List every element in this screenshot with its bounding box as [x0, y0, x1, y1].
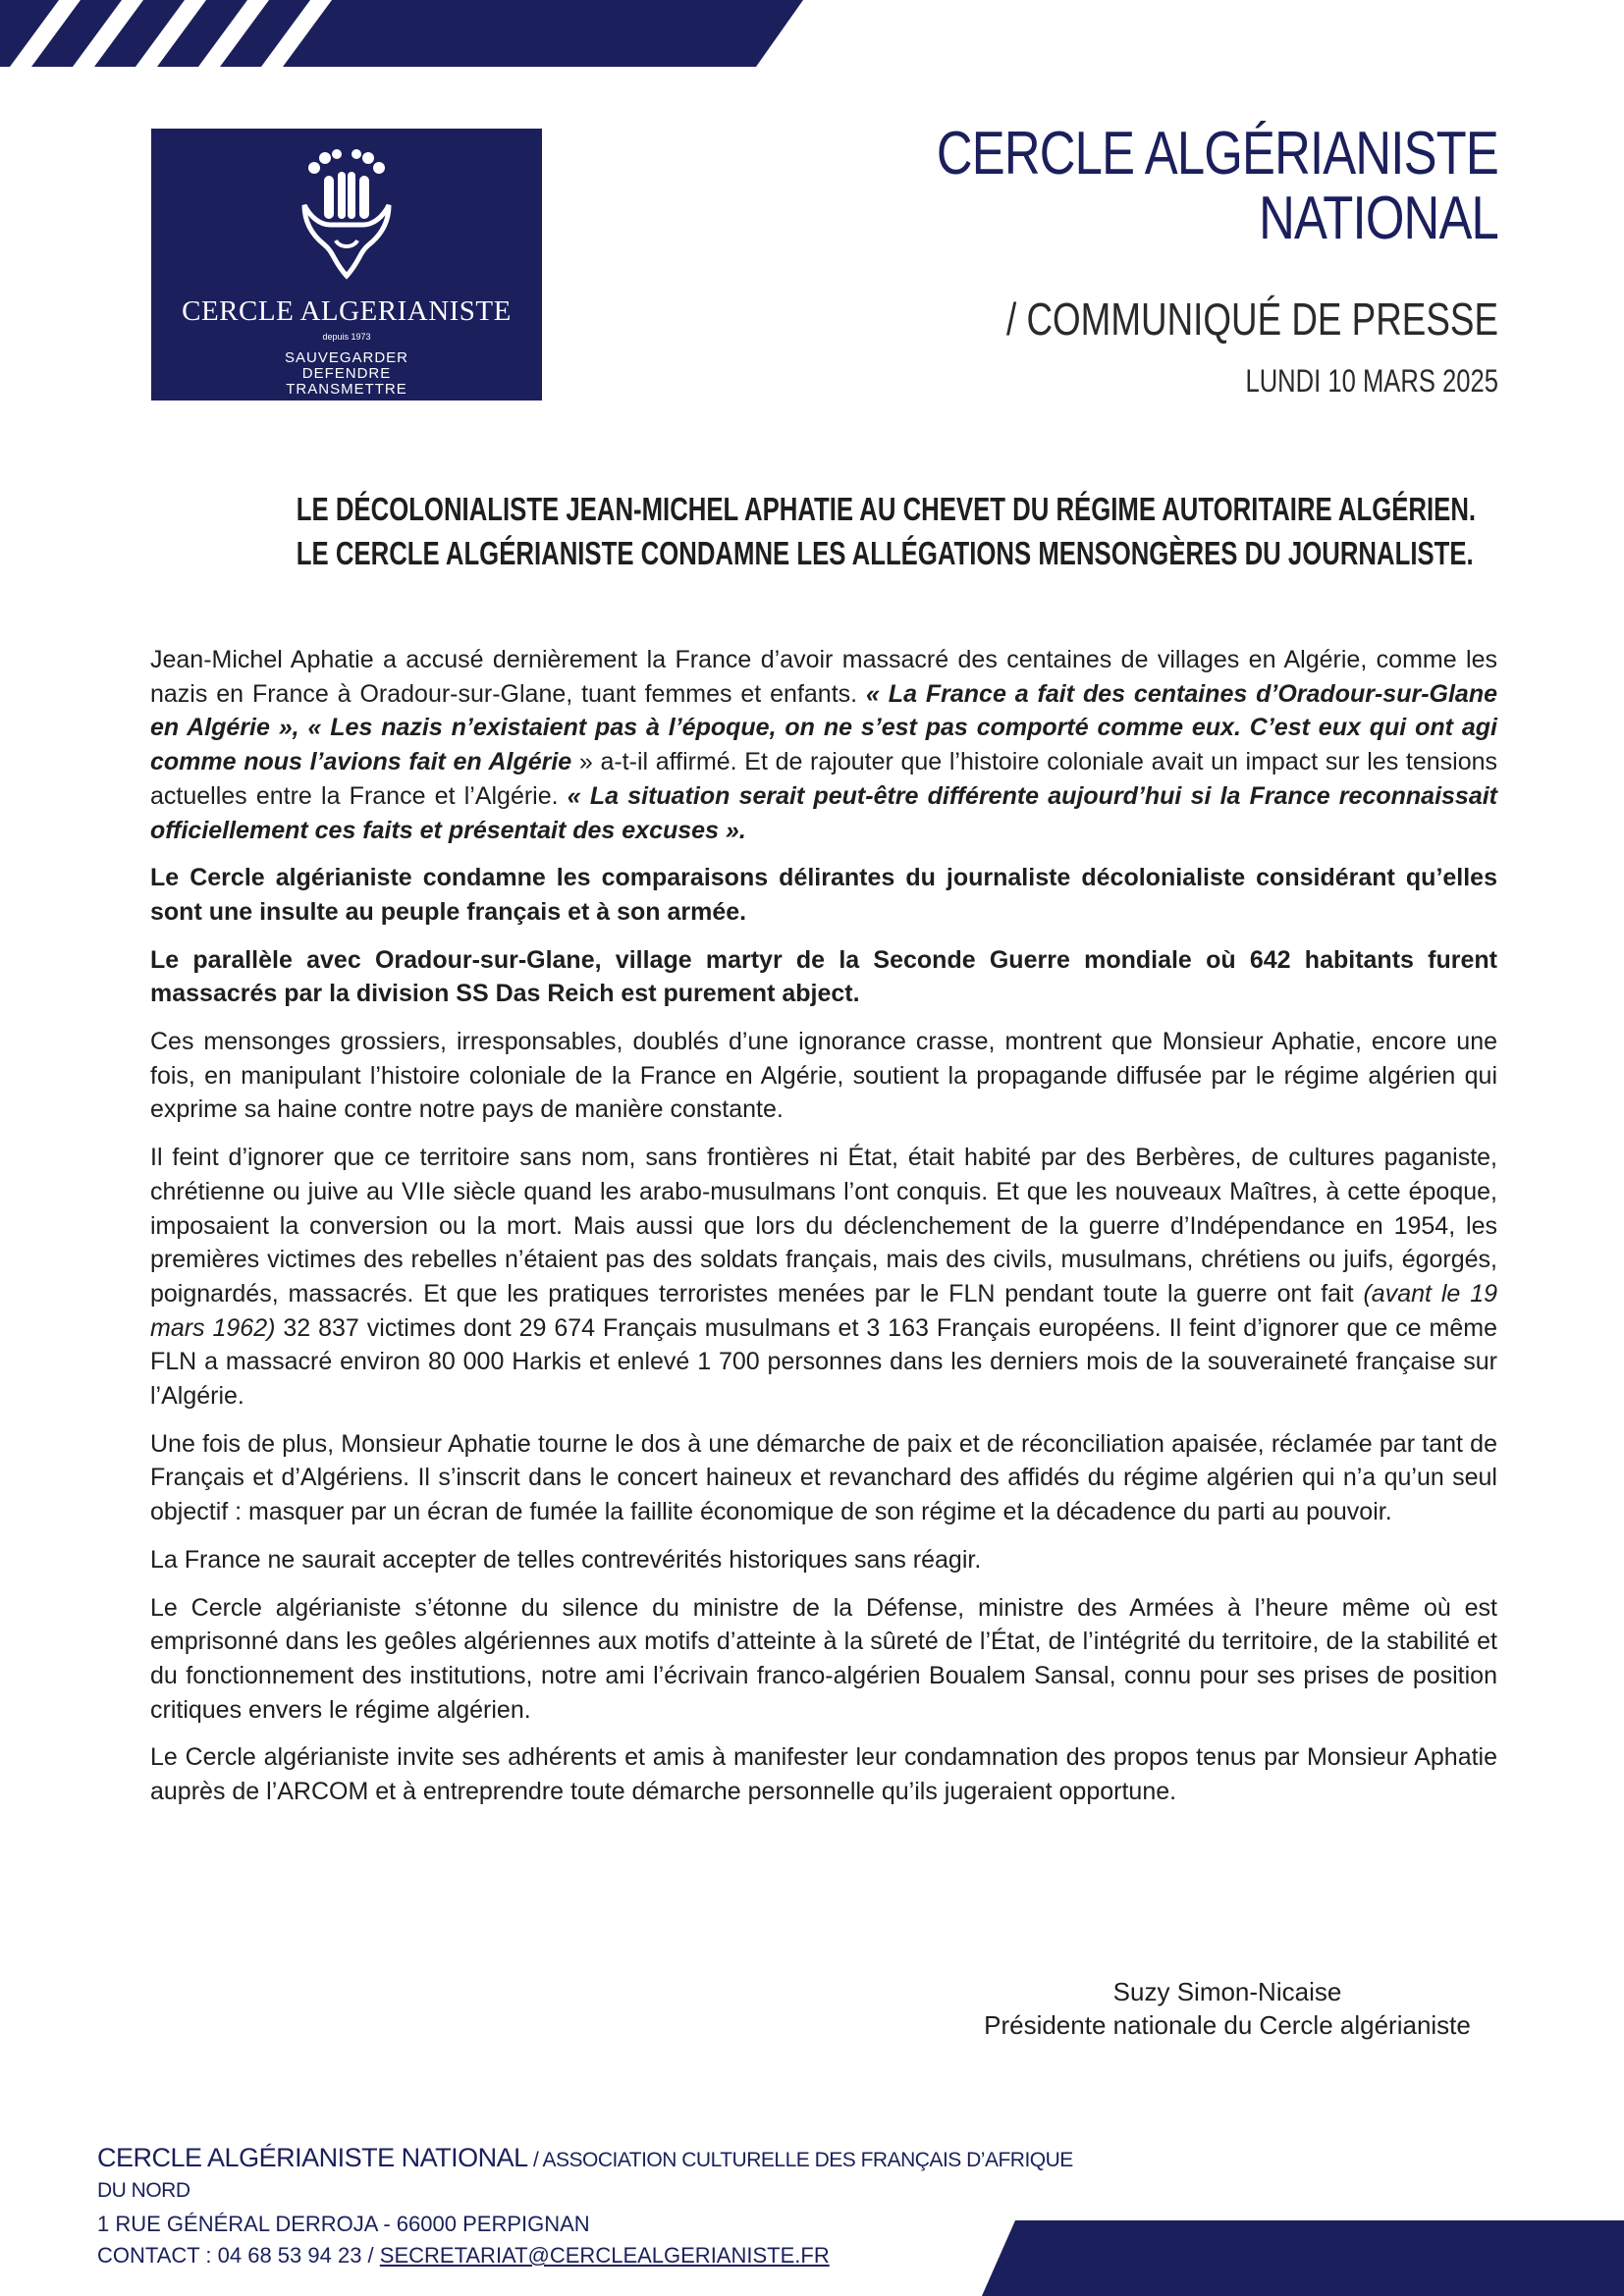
- paragraph-2: Le Cercle algérianiste condamne les comparaisons délirantes du journaliste décolonialiste considérant qu’elles sont une insulte au peuple français et à son armée.: [150, 864, 1497, 926]
- paragraph-1-quote-2: « La situation serait peut-être différente aujourd’hui si la France reconnaissait officiellement ces faits et présentait des excuses ».: [150, 781, 1497, 844]
- footer-organization: [97, 2143, 1079, 2204]
- footer-address: 1 RUE GÉNÉRAL DERROJA - 66000 PERPIGNAN: [97, 2212, 590, 2236]
- paragraph-1-text-a: Jean-Michel Aphatie a accusé dernièrement la France d’avoir massacré des centaines de villages en Algérie, comme les nazis en France à Oradour-sur-Glane, tuant femmes et enfants.: [150, 646, 1497, 708]
- paragraph-5-text-c: 32 837 victimes dont 29 674 Français musulmans et 3 163 Français européens. Il feint d’ignorer que ce même FLN a massacré environ 80 000 Harkis et enlevé 1 700 personnes dans les derniers mois de la souveraineté française sur l’Algérie.: [150, 1313, 1497, 1411]
- organization-logo: [151, 129, 542, 400]
- signature-block: [962, 1975, 1492, 2042]
- bottom-stripe-decoration: [982, 2220, 1624, 2296]
- footer-contact-phone: CONTACT : 04 68 53 94 23 /: [97, 2243, 380, 2268]
- organization-title-line1: CERCLE ALGÉRIANISTE: [936, 120, 1498, 187]
- paragraph-8: Le Cercle algérianiste s’étonne du silence du ministre de la Défense, ministre des Armées à l’heure même où est emprisonné dans les geôles algériennes aux motifs d’atteinte à la sûreté de l’État, de l’intégrité du territoire, de la stabilité et du fonctionnement des institutions, notre ami l’écrivain franco-algérien Boualem Sansal, connu pour ses prises de position critiques envers le régime algérien.: [150, 1593, 1497, 1724]
- paragraph-1-quote-1: « La France a fait des centaines d’Oradour-sur-Glane en Algérie », « Les nazis n’existaient pas à l’époque, on ne s’est pas comporté comme eux. C’est eux qui ont agi comme nous l’avions fait en Algérie: [150, 679, 1498, 776]
- paragraph-5-text-a: Il feint d’ignorer que ce territoire sans nom, sans frontières ni État, était habité par des Berbères, de cultures paganiste, chrétienne ou juive au VIIe siècle quand les arabo-musulmans l’ont conquis. Et que les nouveaux Maîtres, à cette époque, imposaient la conversion ou la mort. Mais aussi que lors du déclenchement de la guerre d’Indépendance en 1954, les premières victimes des rebelles n’étaient pas des soldats français, mais des civils, musulmans, chrétiens ou juifs, égorgés, poignardés, massacrés. Et que les pratiques terroristes menées par le FLN pendant toute la guerre ont fait: [150, 1144, 1497, 1308]
- paragraph-4: Ces mensonges grossiers, irresponsables, doublés d’une ignorance crasse, montrent que Monsieur Aphatie, encore une fois, en manipulant l’histoire coloniale de la France en Algérie, soutient la propagande diffusée par le régime algérien qui exprime sa haine contre notre pays de manière constante.: [150, 1028, 1497, 1124]
- footer: [97, 2143, 1079, 2269]
- organization-title: [935, 122, 1498, 251]
- paragraph-7: La France ne saurait accepter de telles contrevérités historiques sans réagir.: [150, 1545, 982, 1574]
- top-stripe-decoration: [0, 0, 815, 67]
- footer-org-name: CERCLE ALGÉRIANISTE NATIONAL: [97, 2143, 528, 2172]
- footer-email-link[interactable]: SECRETARIAT@CERCLEALGERIANISTE.FR: [379, 2243, 830, 2268]
- footer-org-description: / ASSOCIATION CULTURELLE DES FRANÇAIS D’AFRIQUE DU NORD: [97, 2149, 1073, 2202]
- logo-motto: [259, 350, 434, 398]
- paragraph-6: Une fois de plus, Monsieur Aphatie tourne le dos à une démarche de paix et de réconciliation apaisée, réclamée par tant de Français et d’Algériens. Il s’inscrit dans le concert haineux et revanchard des affidés du régime algérien qui n’a qu’un seul objectif : masquer par un écran de fumée la faillite économique de son régime et la décadence du parti au pouvoir.: [150, 1429, 1497, 1526]
- document-type: / COMMUNIQUÉ DE PRESSE: [1006, 294, 1498, 345]
- press-release-body: [150, 643, 1497, 1823]
- headline-line1: LE DÉCOLONIALISTE JEAN-MICHEL APHATIE AU CHEVET DU RÉGIME AUTORITAIRE ALGÉRIEN.: [296, 491, 1477, 527]
- paragraph-1: [150, 643, 1497, 847]
- logo-motto-line2: TRANSMETTRE: [286, 381, 407, 398]
- paragraph-3: Le parallèle avec Oradour-sur-Glane, village martyr de la Seconde Guerre mondiale où 642 habitants furent massacrés par la division SS Das Reich est purement abject.: [150, 945, 1497, 1008]
- logo-motto-line1: SAUVEGARDER DEFENDRE: [284, 349, 409, 382]
- footer-contact: [97, 2243, 1079, 2269]
- organization-title-line2: NATIONAL: [1259, 185, 1498, 252]
- signature-title: Présidente nationale du Cercle algérianiste: [984, 2010, 1471, 2040]
- paragraph-1-text-c: » a-t-il affirmé. Et de rajouter que l’histoire coloniale avait un impact sur les tensions actuelles entre la France et l’Algérie.: [150, 748, 1497, 810]
- paragraph-5: [150, 1141, 1497, 1414]
- press-release-headline: [147, 487, 1502, 575]
- logo-name: CERCLE ALGERIANISTE: [182, 295, 512, 327]
- headline-line2: LE CERCLE ALGÉRIANISTE CONDAMNE LES ALLÉGATIONS MENSONGÈRES DU JOURNALISTE.: [296, 535, 1474, 571]
- document-date: LUNDI 10 MARS 2025: [1245, 363, 1498, 399]
- paragraph-5-date-note: (avant le 19 mars 1962): [150, 1279, 1498, 1342]
- hamsa-emblem-icon: [295, 146, 399, 280]
- paragraph-9: Le Cercle algérianiste invite ses adhérents et amis à manifester leur condamnation des propos tenus par Monsieur Aphatie auprès de l’ARCOM et à entreprendre toute démarche personnelle qu’ils jugeraient opportune.: [150, 1743, 1497, 1806]
- signature-name: Suzy Simon-Nicaise: [1112, 1977, 1342, 2006]
- logo-since: depuis 1973: [322, 332, 371, 342]
